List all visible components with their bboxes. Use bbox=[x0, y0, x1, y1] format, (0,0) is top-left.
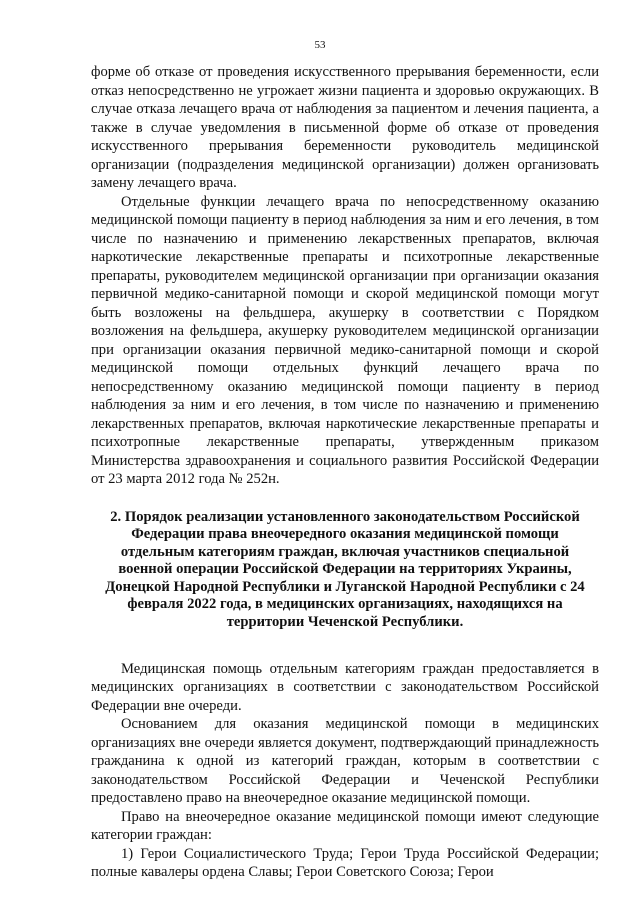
paragraph-lechashchiy-vrach-functions: Отдельные функции лечащего врача по непосредственному оказанию медицинской помощи пациенту в период наблюдения за ним и его лечения, в том числе по назначению и применению лекарственных препаратов, включая наркотические лекарственные препараты и психотропные лекарственные препараты, руководителем медицинской организации при организации оказания первичной медико-санитарной помощи и скорой медицинской помощи могут быть возложены на фельдшера, акушерку в соответствии с Порядком возложения на фельдшера, акушерку руководителем медицинской организации при организации оказания первичной медико-санитарной помощи и скорой медицинской помощи отдельных функций лечащего врача по непосредственному оказанию медицинской помощи пациенту в период наблюдения за ним и его лечения, в том числе по назначению и применению лекарственных препаратов, включая наркотические лекарственные препараты и психотропные лекарственные препараты, утвержденным приказом Министерства здравоохранения и социального развития Российской Федерации от 23 марта 2012 года № 252н. bbox=[91, 193, 599, 487]
spacer bbox=[91, 632, 599, 660]
document-body bbox=[91, 63, 599, 882]
list-item-1: 1) Герои Социалистического Труда; Герои Труда Российской Федерации; полные кавалеры ордена Славы; Герои Советского Союза; Герои bbox=[91, 845, 599, 881]
paragraph-basis: Основанием для оказания медицинской помощи в медицинских организациях вне очереди является документ, подтверждающий принадлежность гражданина к одной из категорий граждан, которым в соответствии с законодательством Российской Федерации и Чеченской Республики предоставлено право на внеочередное оказание медицинской помощи. bbox=[91, 716, 599, 807]
paragraph-continuation: форме об отказе от проведения искусственного прерывания беременности, если отказ непосредственно не угрожает жизни пациента и здоровью окружающих. В случае отказа лечащего врача от наблюдения за пациентом и лечения пациента, а также в случае уведомления в письменной форме об отказе от проведения искусственного прерывания беременности руководитель медицинской организации (подразделения медицинской организации) должен организовать замену лечащего врача. bbox=[91, 64, 599, 191]
page-number: 53 bbox=[314, 39, 326, 51]
spacer bbox=[91, 489, 599, 509]
section-heading: 2. Порядок реализации установленного законодательством Российской Федерации права внеочередного оказания медицинской помощи отдельным категориям граждан, включая участников специальной военной операции Российской Федерации на территориях Украины, Донецкой Народной Республики и Луганской Народной Республики с 24 февраля 2022 года, в медицинских организациях, находящихся на территории Чеченской Республики. bbox=[105, 508, 585, 631]
paragraph-medical-help: Медицинская помощь отдельным категориям граждан предоставляется в медицинских организациях в соответствии с законодательством Российской Федерации вне очереди. bbox=[91, 660, 599, 714]
paragraph-categories-intro: Право на внеочередное оказание медицинской помощи имеют следующие категории граждан: bbox=[91, 808, 599, 844]
